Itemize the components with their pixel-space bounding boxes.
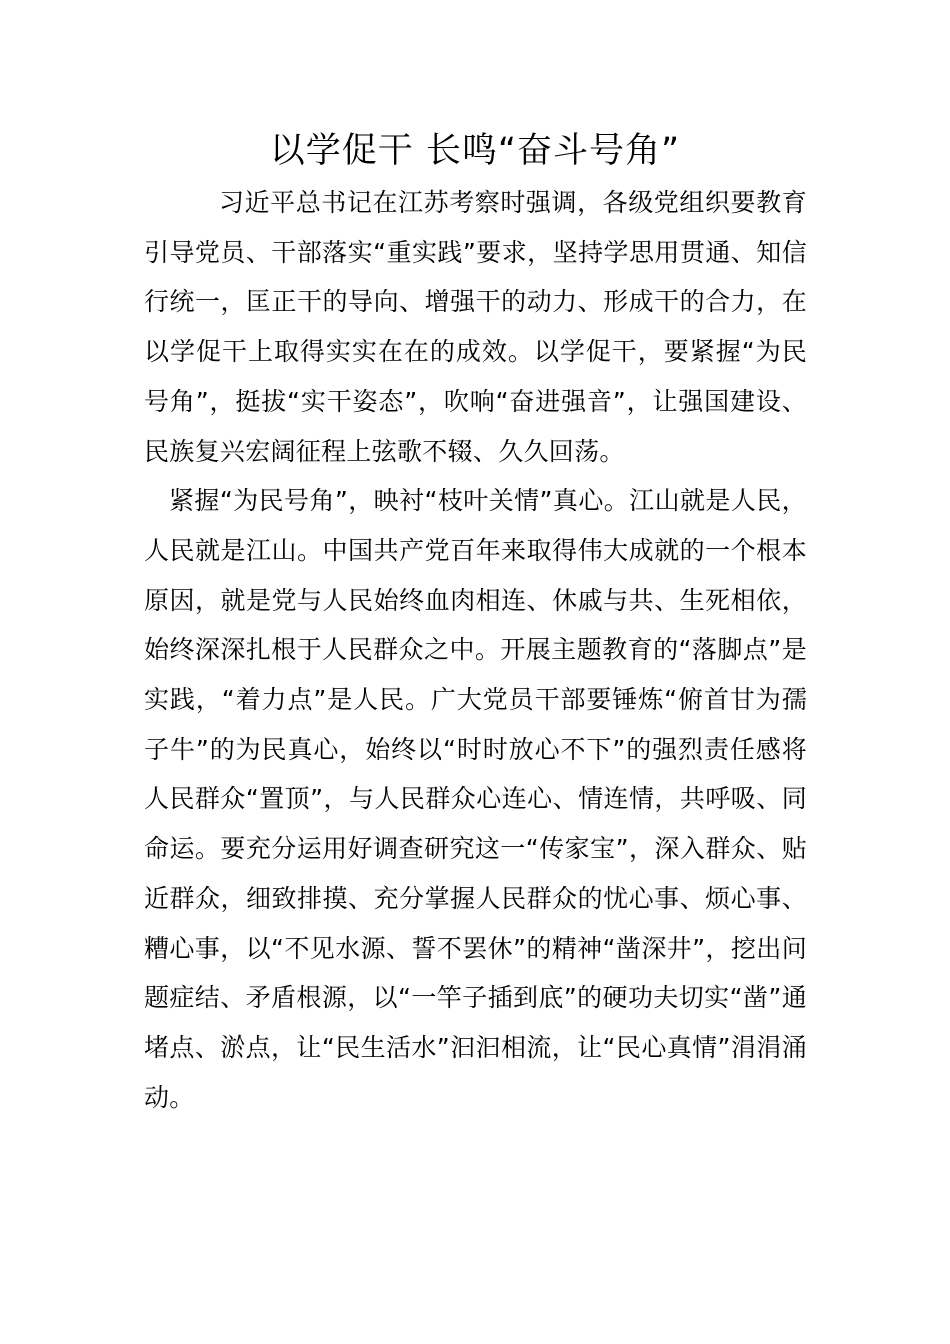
paragraph-intro: 习近平总书记在江苏考察时强调，各级党组织要教育引导党员、干部落实“重实践”要求，坚持学思用贯通、知信行统一，匡正干的导向、增强干的动力、形成干的合力，在以学促干上取得实实在在的成效。以学促干，要紧握“为民号角”，挺拔“实干姿态”，吹响“奋进强音”，让强国建设、民族复兴宏阔征程上弦歌不辍、久久回荡。 — [144, 188, 807, 466]
document-body — [144, 178, 807, 1122]
document-title: 以学促干 长鸣“奋斗号角” — [269, 131, 681, 171]
paragraph-serve-people: 紧握“为民号角”，映衬“枝叶关情”真心。江山就是人民，人民就是江山。中国共产党百年来取得伟大成就的一个根本原因，就是党与人民始终血肉相连、休戚与共、生死相依，始终深深扎根于人民群众之中。开展主题教育的“落脚点”是实践，“着力点”是人民。广大党员干部要锤炼“俯首甘为孺子牛”的为民真心，始终以“时时放心不下”的强烈责任感将人民群众“置顶”，与人民群众心连心、情连情，共呼吸、同命运。要充分运用好调查研究这一“传家宝”，深入群众、贴近群众，细致排摸、充分掌握人民群众的忧心事、烦心事、糟心事，以“不见水源、誓不罢休”的精神“凿深井”，挖出问题症结、矛盾根源，以“一竿子插到底”的硬功夫切实“凿”通堵点、淤点，让“民生活水”汩汩相流，让“民心真情”涓涓涌动。 — [144, 486, 807, 1112]
